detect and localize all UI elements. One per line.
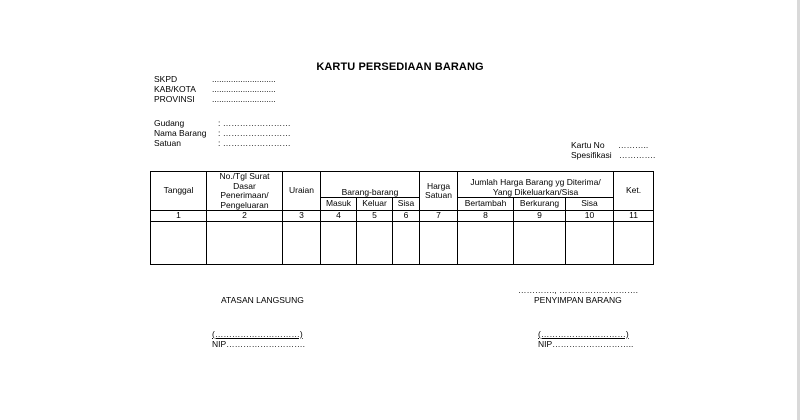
col-number: 1 xyxy=(151,211,207,222)
col-number: 6 xyxy=(393,211,420,222)
right-signature-nip: NIP……………………….. xyxy=(538,339,634,349)
satuan-label: Satuan xyxy=(154,138,181,148)
kabkota-label: KAB/KOTA xyxy=(154,84,196,94)
col-number: 9 xyxy=(514,211,566,222)
col-number: 10 xyxy=(566,211,614,222)
data-cell xyxy=(614,222,654,265)
kartu-no-label: Kartu No xyxy=(571,140,605,150)
col-bertambah: Bertambah xyxy=(458,198,514,211)
col-masuk: Masuk xyxy=(321,198,357,211)
col-number: 8 xyxy=(458,211,514,222)
col-sisa-jumlah: Sisa xyxy=(566,198,614,211)
inventory-card-table xyxy=(150,171,654,265)
kartu-no-value: ……….. xyxy=(618,140,649,150)
col-number: 4 xyxy=(321,211,357,222)
col-number: 3 xyxy=(283,211,321,222)
right-signature-name: (…………………………) xyxy=(538,329,629,339)
col-number: 2 xyxy=(207,211,283,222)
data-cell xyxy=(566,222,614,265)
place-date-line: …………., ………………………. xyxy=(518,285,638,295)
data-cell xyxy=(420,222,458,265)
table-row xyxy=(151,222,654,265)
data-cell xyxy=(514,222,566,265)
col-jumlah-harga: Jumlah Harga Barang yg Diterima/ Yang Dikeluarkan/Sisa xyxy=(458,172,614,198)
skpd-dots: ........................... xyxy=(212,74,276,84)
col-keluar: Keluar xyxy=(357,198,393,211)
col-sisa: Sisa xyxy=(393,198,420,211)
col-harga-satuan: Harga Satuan xyxy=(420,172,458,211)
col-tanggal: Tanggal xyxy=(151,172,207,211)
satuan-value: : …………………… xyxy=(218,138,291,148)
kabkota-dots: ........................... xyxy=(212,84,276,94)
data-cell xyxy=(393,222,420,265)
data-cell xyxy=(357,222,393,265)
spesifikasi-value: …………. xyxy=(619,150,656,160)
column-number-row xyxy=(151,211,654,222)
data-cell xyxy=(283,222,321,265)
nama-barang-value: : …………………… xyxy=(218,128,291,138)
col-berkurang: Berkurang xyxy=(514,198,566,211)
data-cell xyxy=(321,222,357,265)
col-number: 7 xyxy=(420,211,458,222)
nama-barang-label: Nama Barang xyxy=(154,128,207,138)
penyimpan-barang-label: PENYIMPAN BARANG xyxy=(534,295,622,305)
data-cell xyxy=(458,222,514,265)
left-signature-name: (…………………………) xyxy=(212,329,303,339)
col-number: 11 xyxy=(614,211,654,222)
document-title: KARTU PERSEDIAAN BARANG xyxy=(316,61,484,73)
atasan-langsung-label: ATASAN LANGSUNG xyxy=(221,295,304,305)
col-uraian: Uraian xyxy=(283,172,321,211)
provinsi-dots: ........................... xyxy=(212,94,276,104)
skpd-label: SKPD xyxy=(154,74,178,84)
gudang-label: Gudang xyxy=(154,118,185,128)
spesifikasi-label: Spesifikasi xyxy=(571,150,612,160)
col-number: 5 xyxy=(357,211,393,222)
provinsi-label: PROVINSI xyxy=(154,94,195,104)
data-cell xyxy=(207,222,283,265)
gudang-value: : …………………… xyxy=(218,118,291,128)
col-ket: Ket. xyxy=(614,172,654,211)
left-signature-nip: NIP………………………. xyxy=(212,339,306,349)
col-no-tgl-surat: No./Tgl Surat Dasar Penerimaan/ Pengeluaran xyxy=(207,172,283,211)
col-barang-barang: Barang-barang xyxy=(321,172,420,198)
data-cell xyxy=(151,222,207,265)
